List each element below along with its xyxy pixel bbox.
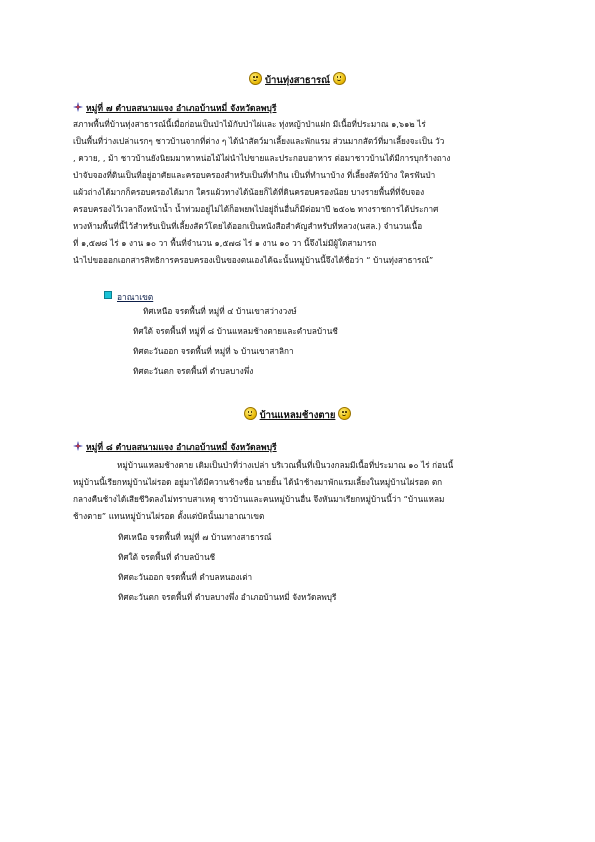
section1-title-line (0, 72, 595, 88)
paragraph-line: ป่าจับจองที่ดินเป็นที่อยู่อาศัยและครอบครองสำหรับเป็นที่ทำกิน เป็นที่ทำนาบ้าง ที่เลี้ยงสัตว์บ้าง ใครฟันป่า (73, 170, 436, 180)
paragraph-line: ครอบครองไว้เวลาถึงหน้าน้ำ น้ำท่วมอยู่ไม่ได้ก็อพยพไปอยู่ถิ่นอื่นก็มีต่อมาปี ๒๕๐๒ ทางราชการได้ประกาศ (73, 204, 439, 214)
paragraph-line: ช้างตาย” แทนหมู่บ้านไผ่รอด ตั้งแต่บัดนั้นมาอาณาเขต (73, 511, 265, 521)
smiley-face-icon (249, 72, 262, 85)
paragraph-line: กลางคืนช้างได้เสียชีวิตลงไม่ทราบสาเหตุ ชาวบ้านและคนหมู่บ้านอื่น จึงหันมาเรียกหมู่บ้านนี้ว่า “บ้านแหลม (73, 494, 445, 504)
star-bullet-icon (73, 102, 83, 112)
section1-heading-text: หมู่ที่ ๗ ตำบลสนามแจง อำเภอบ้านหมี่ จังหวัดลพบุรี (86, 104, 277, 114)
section1-boundaries (133, 301, 338, 381)
paragraph-line: เป็นพื้นที่ว่างเปล่าแรกๆ ชาวบ้านจากที่ต่าง ๆ ได้นำสัตว์มาเลี้ยงและพักแรม ส่วนมากสัตว์ที่มาเลี้ยงจะเป็น วัว (73, 136, 445, 146)
paragraph-line: หวงห้ามพื้นที่นี้ไว้สำหรับเป็นที่เลี้ยงสัตว์โดยได้ออกเป็นหนังสือสำคัญสำหรับที่หลวง(นสล.) จำนวนเนื้อ (73, 221, 423, 231)
boundary-south: ทิศใต้ จรดพื้นที่ หมู่ที่ ๘ บ้านแหลมช้างตายและตำบลบ้านชี (133, 326, 338, 336)
boundary-south: ทิศใต้ จรดพื้นที่ ตำบลบ้านชี (118, 552, 216, 562)
paragraph-line: แผ้วถ่างได้มากก็ครอบครองได้มาก ใครแผ้วทางได้น้อยก็ได้ที่ดินครอบครองน้อย บางรายพื้นที่ที่จับจอง (73, 187, 425, 197)
square-bullet-icon (104, 291, 112, 299)
boundary-west: ทิศตะวันตก จรดพื้นที่ ตำบลบางพึ่ง อำเภอบ้านหมี่ จังหวัดลพบุรี (118, 592, 337, 602)
boundary-east: ทิศตะวันออก จรดพื้นที่ หมู่ที่ ๖ บ้านเขาสาลิกา (133, 346, 294, 356)
paragraph-line: ที่ ๑,๕๗๘ ไร่ ๑ งาน ๑๐ วา พื้นที่จำนวน ๑,๕๗๘ ไร่ ๑ งาน ๑๐ วา นี้จึงไม่มีผู้ใดสามารถ (73, 238, 377, 248)
boundary-east: ทิศตะวันออก จรดพื้นที่ ตำบลหนองเต่า (118, 572, 253, 582)
paragraph-line: นำไปขอออกเอกสารสิทธิการครอบครองเป็นของตนเองได้ฉะนั้นหมู่บ้านนี้จึงได้ชื่อว่า “ บ้านทุ่งสาธารณ์” (73, 255, 434, 265)
paragraph-line: หมู่บ้านนี้เรียกหมู่บ้านไผ่รอด อยู่มาได้มีควานช้างชื่อ นายยั้น ได้นำช้างมาพักแรมเลี้ยงในหมู่บ้านไผ่รอด ตก (73, 477, 443, 487)
section2-heading (73, 440, 277, 454)
section2-heading-text: หมู่ที่ ๘ ตำบลสนามแจง อำเภอบ้านหมี่ จังหวัดลพบุรี (86, 443, 277, 453)
section1-paragraph (73, 116, 450, 269)
smiley-face-icon (244, 407, 257, 420)
section1-title: บ้านทุ่งสาธารณ์ (265, 75, 330, 86)
boundary-heading-text: อาณาเขต (117, 292, 154, 302)
paragraph-line: หมู่บ้านแหลมช้างตาย เดิมเป็นป่าที่ว่างเปล่า บริเวณพื้นที่เป็นวงกลมมีเนื้อที่ประมาณ ๑๐ ไร่ ก่อนนี้ (117, 460, 454, 470)
smiley-face-icon (333, 72, 346, 85)
paragraph-line: , ควาย, , ม้า ชาวบ้านยังนิยมมาหาหน่อไม้ไผ่นำไปขายและประกอบอาหาร ต่อมาชาวบ้านได้มีการบุกร้างถาง (73, 153, 451, 163)
boundary-north: ทิศเหนือ จรดพื้นที่ หมู่ที่ ๔ บ้านเขาสว่างวงษ์ (143, 306, 297, 316)
boundary-west: ทิศตะวันตก จรดพื้นที่ ตำบลบางพึ่ง (133, 366, 254, 376)
paragraph-line: สภาพพื้นที่บ้านทุ่งสาธารณ์นี้เมื่อก่อนเป็นป่าไม้กับป่าไผ่และ ทุ่งหญ้าป่าแฝก มีเนื้อที่ประมาณ ๑,๖๑๒ ไร่ (73, 119, 426, 129)
section2-title: บ้านแหลมช้างตาย (259, 410, 336, 421)
boundary-north: ทิศเหนือ จรดพื้นที่ หมู่ที่ ๗ บ้านทางสาธารณ์ (118, 532, 272, 542)
section2-title-line (0, 407, 595, 423)
smiley-face-icon (338, 407, 351, 420)
section2-paragraph (73, 457, 453, 525)
star-bullet-icon (73, 441, 83, 451)
section1-heading (73, 101, 276, 115)
section2-boundaries (118, 527, 336, 607)
